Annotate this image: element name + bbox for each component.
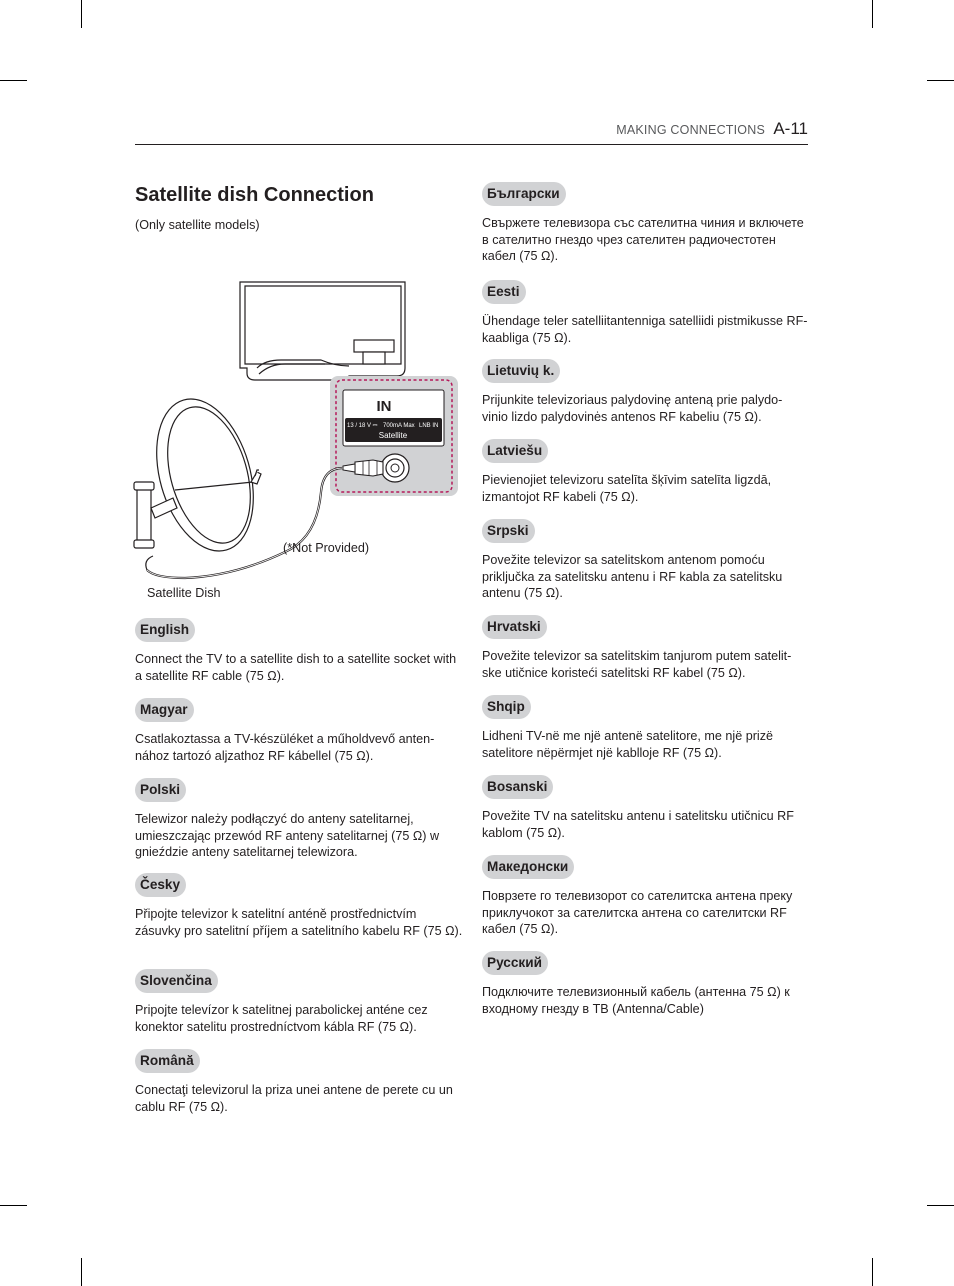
crop-mark bbox=[0, 1205, 27, 1206]
language-heading: English bbox=[135, 618, 195, 642]
crop-mark bbox=[927, 80, 954, 81]
tv-rear-illustration bbox=[240, 282, 405, 380]
language-heading: Česky bbox=[135, 873, 186, 897]
crop-mark bbox=[872, 1258, 873, 1286]
language-heading: Latviešu bbox=[482, 439, 548, 463]
instruction-text: Pievienojiet televizoru satelīta šķīvim satelīta ligzdā, izmantojot RF kabeli (75 Ω). bbox=[482, 473, 772, 504]
instruction-text: Povežite TV na satelitsku antenu i satelitsku utičnicu RF kablom (75 Ω). bbox=[482, 809, 794, 840]
instruction-text: Csatlakoztassa a TV-készüléket a műholdvevő anten- nához tartozó aljzathoz RF kábellel (75 Ω). bbox=[135, 732, 435, 763]
not-provided-note: (*Not Provided) bbox=[283, 541, 370, 555]
instruction-text: Připojte televizor k satelitní anténě prostřednictvím zásuvky pro satelitní příjem a satelitního kabelu RF (75 Ω). bbox=[135, 907, 463, 938]
instruction-text: Ühendage teler satelliitantenniga satelliidi pistmikusse RF-kaabliga (75 Ω). bbox=[482, 314, 808, 345]
crop-mark bbox=[927, 1205, 954, 1206]
section-shqip bbox=[482, 695, 812, 761]
instruction-text: Поврзете го телевизорот со сателитска антена преку приклучокот за сателитска антена со сателитски RF кабел (75 Ω). bbox=[482, 889, 793, 937]
section-eesti bbox=[482, 280, 812, 346]
connection-diagram-svg bbox=[125, 270, 470, 615]
section-hrvatski bbox=[482, 615, 812, 681]
port-title: IN bbox=[376, 398, 392, 415]
instruction-text: Подключите телевизионный кабель (антенна 75 Ω) к входному гнезду в ТВ (Antenna/Cable) bbox=[482, 985, 790, 1016]
crop-mark bbox=[81, 0, 82, 28]
section-srpski bbox=[482, 519, 812, 602]
port-label: Satellite bbox=[378, 431, 408, 440]
satellite-dish-illustration bbox=[134, 388, 270, 570]
section-latviesu bbox=[482, 439, 812, 505]
crop-mark bbox=[872, 0, 873, 28]
connection-diagram bbox=[125, 270, 470, 615]
instruction-text: Povežite televizor sa satelitskom antenom pomoću priključka za satelitsku antenu i RF kabla za satelitsku antenu (75 Ω). bbox=[482, 553, 783, 601]
instruction-text: Prijunkite televizoriaus palydovinę anteną prie palydo- vinio lizdo palydovinės antenos RF kabeliu (75 Ω). bbox=[482, 393, 783, 424]
port-spec-current: 700mA Max bbox=[383, 423, 415, 429]
language-heading: Lietuvių k. bbox=[482, 359, 560, 383]
page-number: A-11 bbox=[773, 119, 808, 138]
language-heading: Magyar bbox=[135, 698, 194, 722]
language-heading: Bosanski bbox=[482, 775, 553, 799]
crop-mark bbox=[0, 80, 27, 81]
instruction-text: Pripojte televízor k satelitnej parabolickej anténe cez konektor satelitu prostredníctvom kábla RF (75 Ω). bbox=[135, 1003, 428, 1034]
instruction-text: Connect the TV to a satellite dish to a satellite socket with a satellite RF cable (75 Ω). bbox=[135, 652, 457, 683]
language-heading: Shqip bbox=[482, 695, 531, 719]
language-heading: Eesti bbox=[482, 280, 526, 304]
crop-mark bbox=[81, 1258, 82, 1286]
language-heading: Русский bbox=[482, 951, 548, 975]
section-title: MAKING CONNECTIONS bbox=[616, 123, 765, 137]
language-heading: Македонски bbox=[482, 855, 574, 879]
instruction-text: Свържете телевизора със сателитна чиния и включете в сателитно гнездо чрез сателитен радиочестотен кабел (75 Ω). bbox=[482, 216, 804, 264]
language-heading: Polski bbox=[135, 778, 186, 802]
instruction-text: Conectaţi televizorul la priza unei antene de perete cu un cablu RF (75 Ω). bbox=[135, 1083, 453, 1114]
port-spec-voltage: 13 / 18 V ⎓ bbox=[347, 423, 378, 429]
section-makedonski bbox=[482, 855, 812, 938]
port-spec-lnb: LNB IN bbox=[419, 423, 439, 429]
language-heading: Hrvatski bbox=[482, 615, 547, 639]
section-russkiy bbox=[482, 951, 812, 1017]
section-polski bbox=[135, 778, 465, 861]
instruction-text: Telewizor należy podłączyć do anteny satelitarnej, umieszczając przewód RF anteny satelitarnej (75 Ω) w gnieździe anteny satelitarnej telewizora. bbox=[135, 812, 440, 860]
page-header bbox=[135, 118, 808, 145]
section-lietuviu bbox=[482, 359, 812, 425]
section-english bbox=[135, 618, 465, 684]
language-heading: Română bbox=[135, 1049, 200, 1073]
port-zoom-panel bbox=[330, 376, 458, 496]
satellite-dish-label: Satellite Dish bbox=[147, 586, 221, 600]
section-magyar bbox=[135, 698, 465, 764]
language-heading: Slovenčina bbox=[135, 969, 218, 993]
page-subtitle: (Only satellite models) bbox=[135, 218, 260, 232]
instruction-text: Lidheni TV-në me një antenë satelitore, me një prizë satelitore nëpërmjet një kablloje RF (75 Ω). bbox=[482, 729, 773, 760]
page-title: Satellite dish Connection bbox=[135, 184, 374, 206]
instruction-text: Povežite televizor sa satelitskim tanjurom putem satelit- ske utičnice koristeći satelitski RF kabel (75 Ω). bbox=[482, 649, 792, 680]
section-slovencina bbox=[135, 969, 465, 1035]
language-heading: Srpski bbox=[482, 519, 535, 543]
section-bulgarian bbox=[482, 182, 812, 265]
language-heading: Български bbox=[482, 182, 566, 206]
section-bosanski bbox=[482, 775, 812, 841]
section-cesky bbox=[135, 873, 465, 939]
section-romana bbox=[135, 1049, 465, 1115]
